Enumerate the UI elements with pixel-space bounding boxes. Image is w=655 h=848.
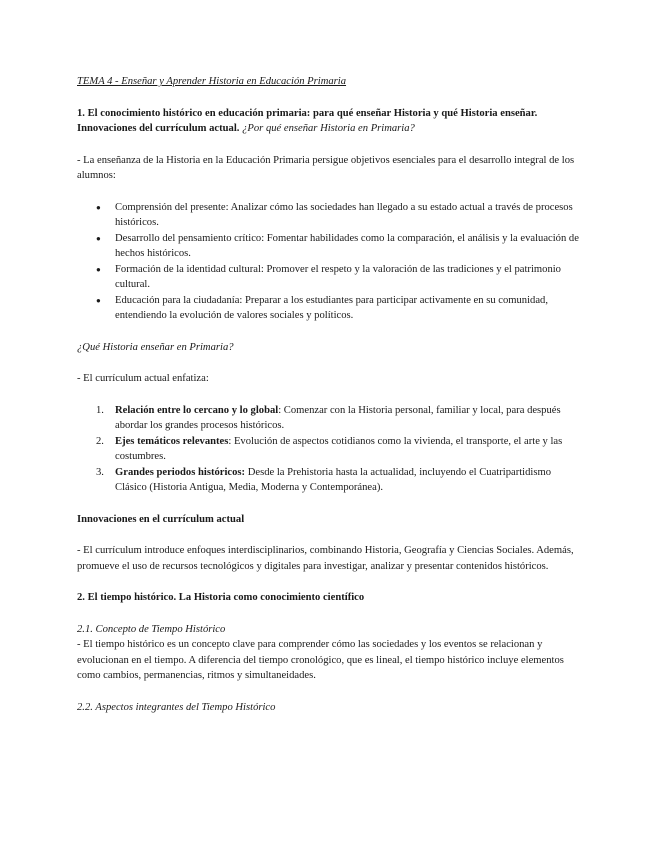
objectives-list <box>77 200 585 324</box>
list-item: ● Desarrollo del pensamiento crítico: Fomentar habilidades como la comparación, el análisis y la evaluación de hechos históricos. <box>77 231 585 262</box>
section-1-question-2: ¿Qué Historia enseñar en Primaria? <box>77 341 234 353</box>
list-item: ● Comprensión del presente: Analizar cómo las sociedades han llegado a su estado actual a través de procesos históricos. <box>77 200 585 231</box>
section-2-heading: 2. El tiempo histórico. La Historia como conocimiento científico <box>77 592 365 603</box>
list-item-number: 1. <box>96 404 104 416</box>
section-1-heading <box>77 106 585 137</box>
list-item-text: Desde la Prehistoria hasta la actualidad, incluyendo el Cuatripartidismo Clásico (Historia Antigua, Media, Moderna y Contemporánea). <box>115 466 552 493</box>
section-1-intro: - La enseñanza de la Historia en la Educación Primaria persigue objetivos esenciales para el desarrollo integral de los alumnos: <box>77 154 575 181</box>
curriculum-intro: - El currículum actual enfatiza: <box>77 373 209 384</box>
list-item: ● Formación de la identidad cultural: Promover el respeto y la valoración de las tradiciones y el patrimonio cultural. <box>77 262 585 293</box>
subsection-2-1-text: - El tiempo histórico es un concepto clave para comprender cómo las sociedades y los eventos se relacionan y evolucionan en el tiempo. A diferencia del tiempo cronológico, que es lineal, el tiempo histórico incluye elementos como cambios, permanencias, ritmos y simultaneidades. <box>77 639 564 681</box>
subsection-2-1 <box>77 622 585 684</box>
section-1-heading-question: ¿Por qué enseñar Historia en Primaria? <box>242 123 415 134</box>
list-item-bold: Grandes periodos históricos: <box>115 466 246 478</box>
list-item <box>77 465 585 496</box>
list-item-number: 3. <box>96 466 104 478</box>
innovations-text: - El currículum introduce enfoques interdisciplinarios, combinando Historia, Geografía y Ciencias Sociales. Además, promueve el uso de recursos tecnológicos y digitales para investigar, analizar y presentar contenidos históricos. <box>77 545 574 572</box>
list-item-number: 2. <box>96 435 104 447</box>
list-item-text: : Comenzar con la Historia personal, familiar y local, para después abordar los grandes procesos históricos. <box>115 404 561 431</box>
list-item-bold: Relación entre lo cercano y lo global <box>115 404 279 416</box>
section-1-heading-bold: 1. El conocimiento histórico en educación primaria: para qué enseñar Historia y qué Historia enseñar. Innovaciones del currículum actual. <box>77 107 538 134</box>
list-item: ● Educación para la ciudadanía: Preparar a los estudiantes para participar activamente en su comunidad, entendiendo la evolución de valores sociales y políticos. <box>77 293 585 324</box>
document-title: TEMA 4 - Enseñar y Aprender Historia en Educación Primaria <box>77 76 347 87</box>
subsection-2-2-title: 2.2. Aspectos integrantes del Tiempo Histórico <box>77 701 276 713</box>
list-item <box>77 403 585 434</box>
innovations-heading: Innovaciones en el currículum actual <box>77 513 245 525</box>
curriculum-list <box>77 403 585 496</box>
subsection-2-1-title: 2.1. Concepto de Tiempo Histórico <box>77 623 226 635</box>
list-item <box>77 434 585 465</box>
list-item-text: : Evolución de aspectos cotidianos como la vivienda, el transporte, el arte y las costumbres. <box>115 435 563 462</box>
list-item-bold: Ejes temáticos relevantes <box>115 435 229 447</box>
